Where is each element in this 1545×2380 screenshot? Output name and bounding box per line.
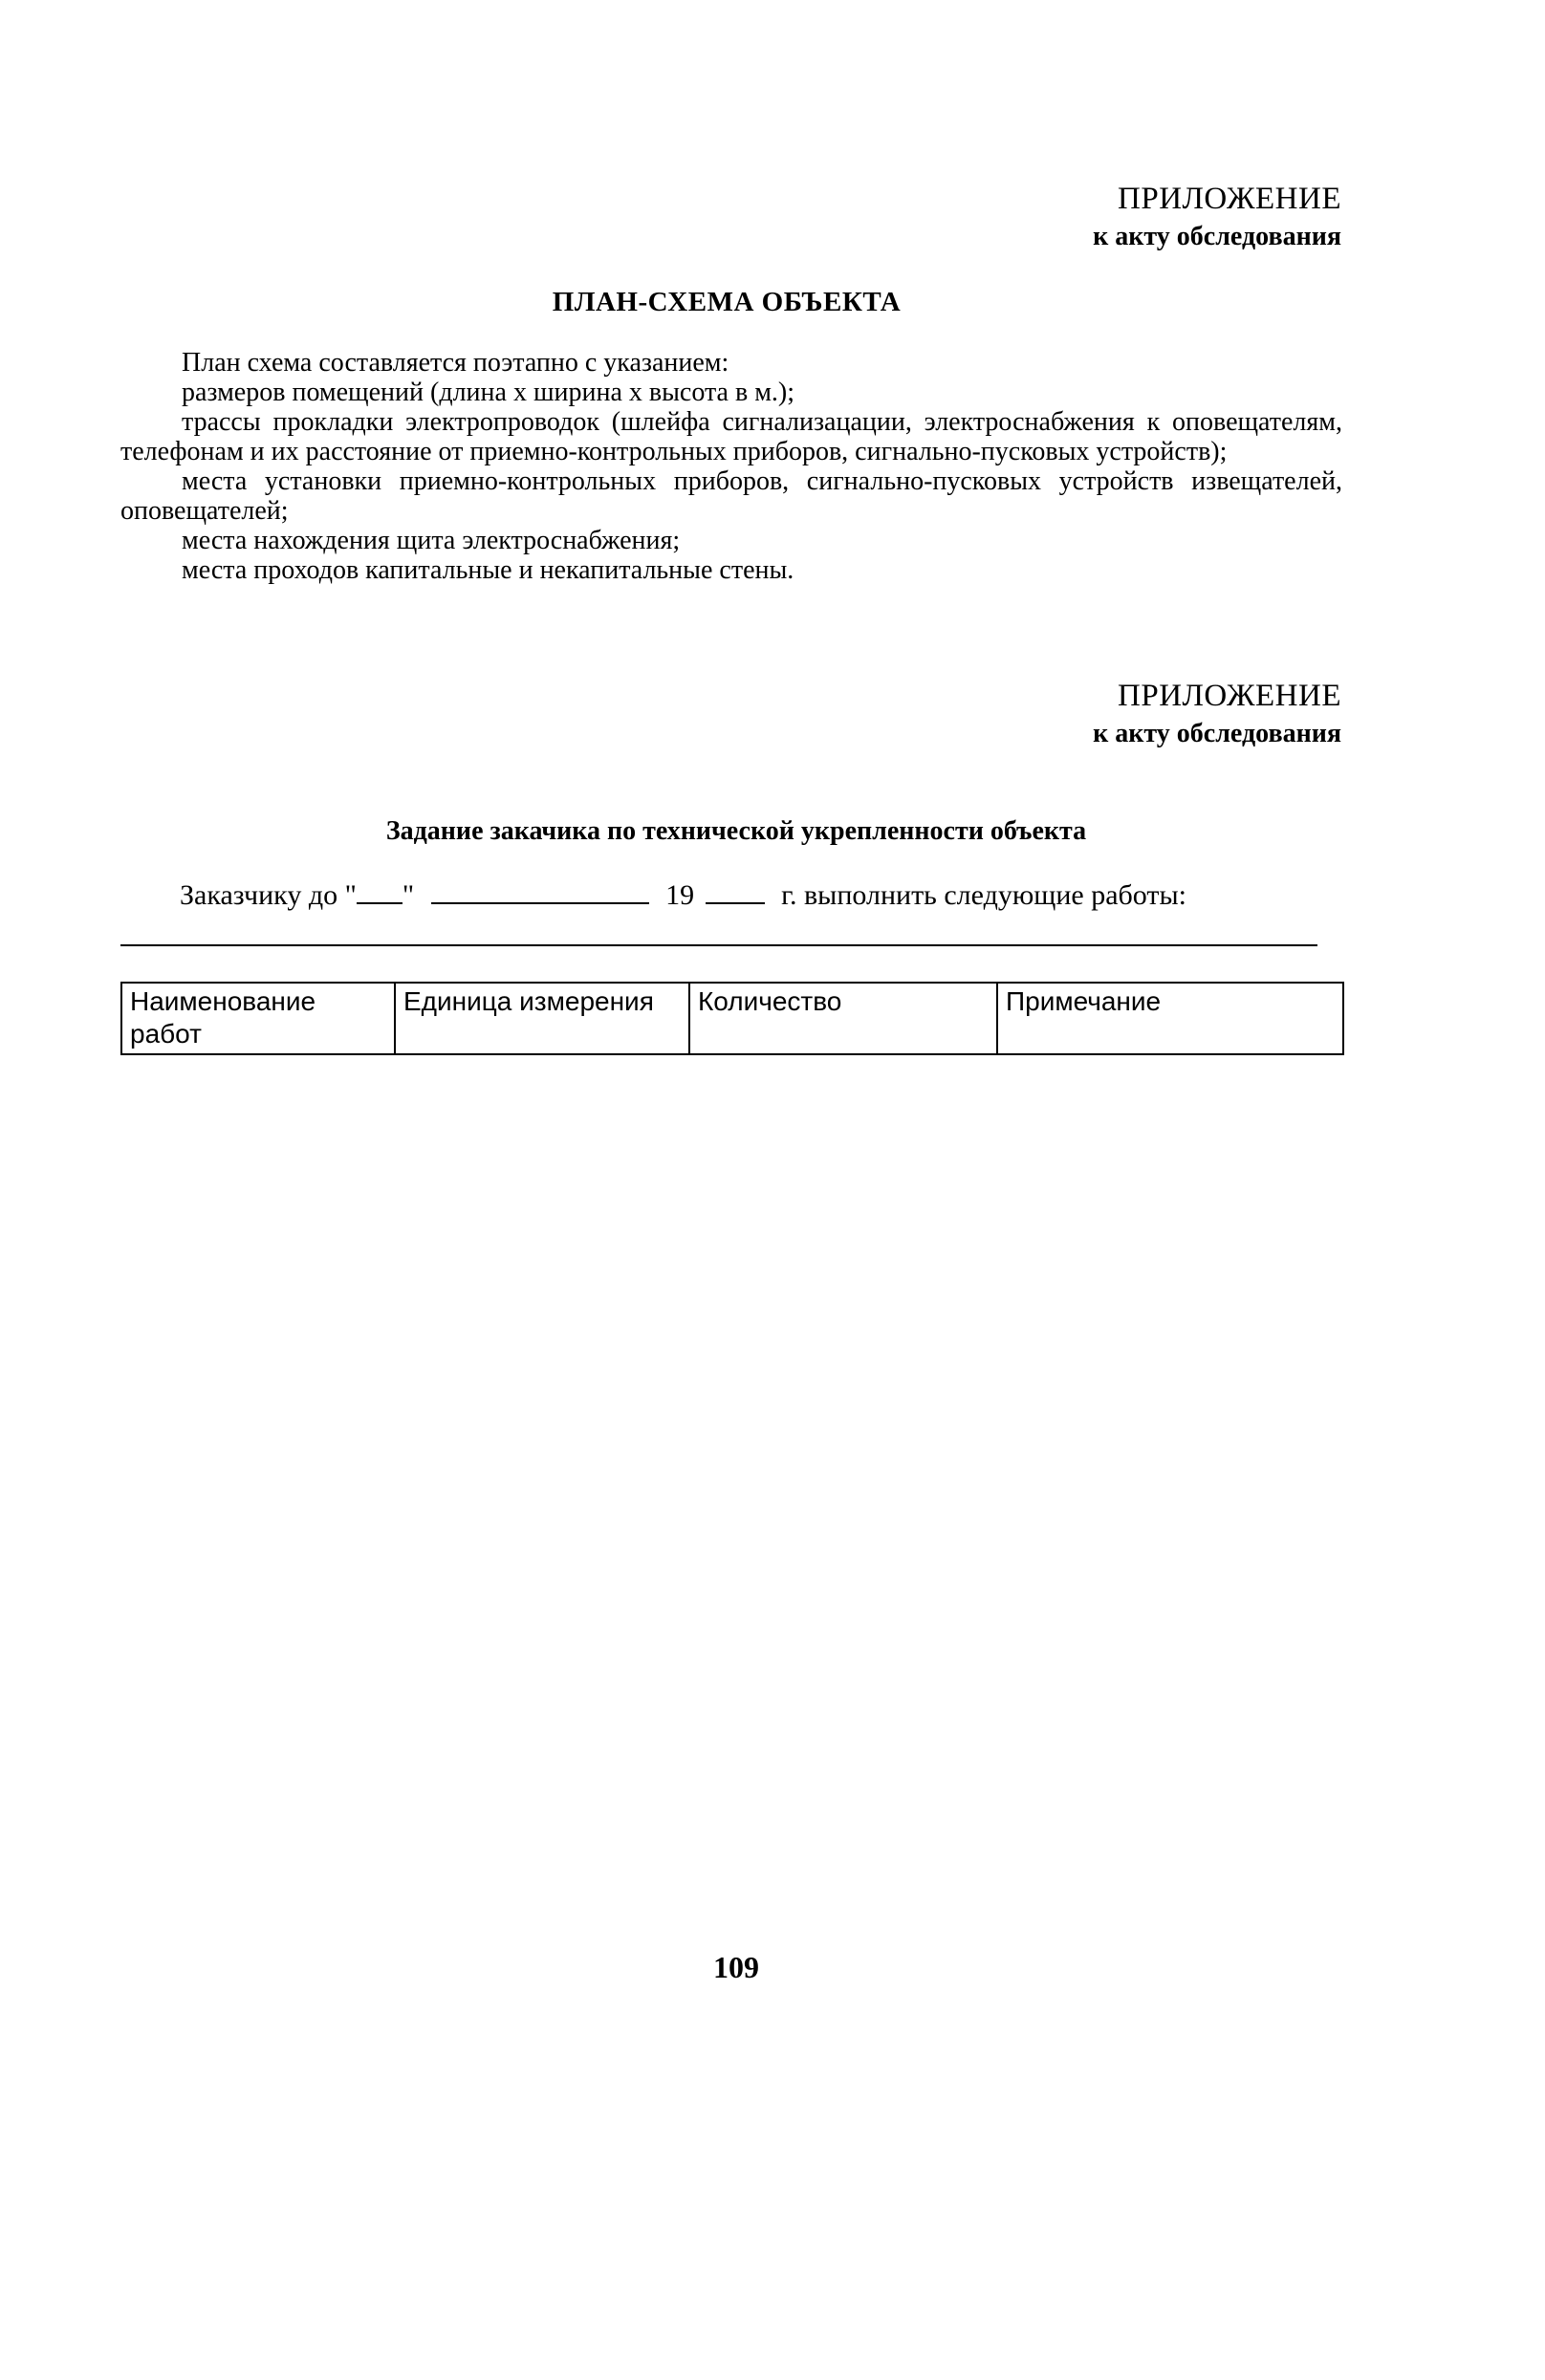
page-number: 109 <box>713 1950 759 1984</box>
year-prefix: 19 <box>665 879 695 911</box>
column-header-unit: Единица измерения <box>395 983 689 1054</box>
month-blank <box>431 879 649 904</box>
works-table <box>120 982 1344 1055</box>
plan-scheme-title: ПЛАН-СХЕМА ОБЪЕКТА <box>552 287 902 317</box>
plan-item-power-panel: места нахождения щита электроснабжения; <box>182 526 681 555</box>
appendix-subtitle-2: к акту обследования <box>1093 719 1341 748</box>
day-blank <box>357 879 403 904</box>
appendix-title: ПРИЛОЖЕНИЕ <box>1118 182 1341 216</box>
plan-item-walls: места проходов капитальные и некапитальные стены. <box>182 555 794 585</box>
plan-item-device-locations: места установки приемно-контрольных приборов, сигнально-пусковых устройств извещателей, оповещателей; <box>120 466 1342 526</box>
year-blank <box>706 879 765 904</box>
plan-item-room-sizes: размеров помещений (длина х ширина х высота в м.); <box>182 378 795 407</box>
divider-line <box>120 944 1317 946</box>
table-header-row <box>121 983 1343 1054</box>
quote-close: " <box>402 879 415 911</box>
column-header-notes: Примечание <box>997 983 1343 1054</box>
customer-suffix: г. выполнить следующие работы: <box>781 879 1187 911</box>
task-title: Задание закачика по технической укрепленности объекта <box>385 816 1087 846</box>
plan-item-wiring-routes: трассы прокладки электропроводок (шлейфа сигнализацации, электроснабжения к оповещателям, телефонам и их расстояние от приемно-контрольных приборов, сигнально-пусковых устройств); <box>120 407 1342 466</box>
customer-prefix: Заказчику до " <box>180 879 357 911</box>
appendix-title-2: ПРИЛОЖЕНИЕ <box>1118 679 1341 713</box>
customer-deadline-line <box>180 879 1186 912</box>
column-header-quantity: Количество <box>689 983 997 1054</box>
appendix-subtitle: к акту обследования <box>1093 222 1341 251</box>
plan-scheme-body <box>120 348 1342 585</box>
column-header-work-name: Наименование работ <box>121 983 395 1054</box>
plan-intro: План схема составляется поэтапно с указанием: <box>182 348 729 378</box>
